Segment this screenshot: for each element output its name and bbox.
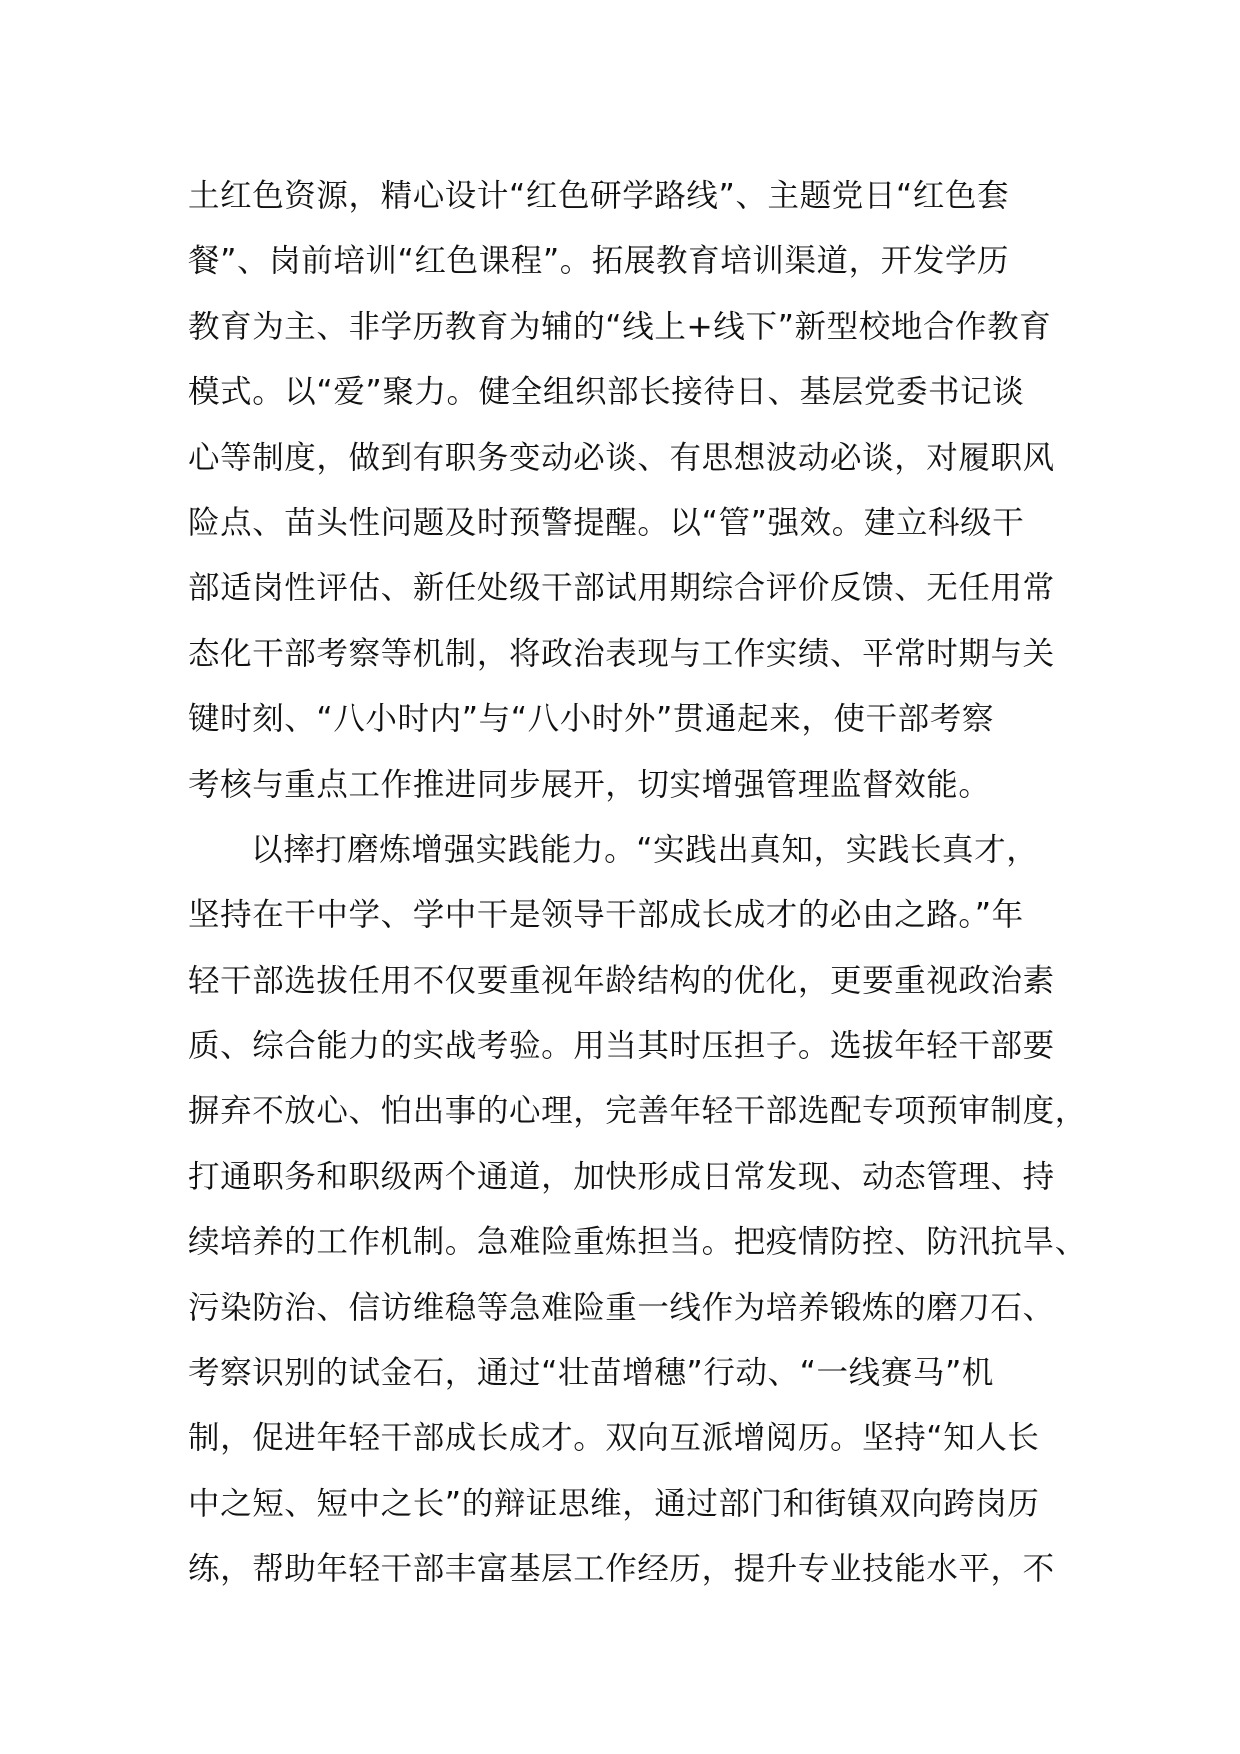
text-line: 制，促进年轻干部成长成才。双向互派增阅历。坚持“知人长 (188, 1420, 1040, 1457)
body-text (188, 164, 1088, 1603)
text-line: 部适岗性评估、新任处级干部试用期综合评价反馈、无任用常 (188, 570, 1055, 607)
text-line: 心等制度，做到有职务变动必谈、有思想波动必谈，对履职风 (188, 439, 1055, 476)
text-line: 污染防治、信访维稳等急难险重一线作为培养锻炼的磨刀石、 (188, 1289, 1055, 1326)
text-line: 打通职务和职级两个通道，加快形成日常发现、动态管理、持 (188, 1158, 1055, 1195)
text-line: 摒弃不放心、怕出事的心理，完善年轻干部选配专项预审制度， (188, 1093, 1087, 1130)
text-line: 轻干部选拔任用不仅要重视年龄结构的优化，更要重视政治素 (188, 962, 1055, 999)
text-line: 考察识别的试金石，通过“壮苗增穗”行动、“一线赛马”机 (188, 1355, 994, 1392)
text-line: 餐”、岗前培训“红色课程”。拓展教育培训渠道，开发学历 (188, 243, 1010, 280)
text-line: 坚持在干中学、学中干是领导干部成长成才的必由之路。”年 (188, 897, 1024, 934)
text-line: 土红色资源，精心设计“红色研学路线”、主题党日“红色套 (188, 178, 1010, 214)
text-line: 续培养的工作机制。急难险重炼担当。把疫情防控、防汛抗旱、 (188, 1224, 1087, 1261)
text-line: 险点、苗头性问题及时预警提醒。以“管”强效。建立科级干 (188, 504, 1025, 541)
text-line: 态化干部考察等机制，将政治表现与工作实绩、平常时期与关 (188, 635, 1055, 672)
text-line: 练，帮助年轻干部丰富基层工作经历，提升专业技能水平，不 (188, 1551, 1055, 1588)
text-line: 考核与重点工作推进同步展开，切实增强管理监督效能。 (188, 766, 991, 803)
text-line: 中之短、短中之长”的辩证思维，通过部门和街镇双向跨岗历 (188, 1485, 1040, 1522)
text-line: 质、综合能力的实战考验。用当其时压担子。选拔年轻干部要 (188, 1028, 1055, 1065)
text-line: 模式。以“爱”聚力。健全组织部长接待日、基层党委书记谈 (188, 374, 1025, 411)
text-line: 教育为主、非学历教育为辅的“线上+线下”新型校地合作教育 (188, 308, 1052, 345)
paragraph-first-line: 以摔打磨炼增强实践能力。“实践出真知，实践长真才， (251, 831, 1039, 868)
text-line: 键时刻、“八小时内”与“八小时外”贯通起来，使干部考察 (188, 701, 994, 738)
